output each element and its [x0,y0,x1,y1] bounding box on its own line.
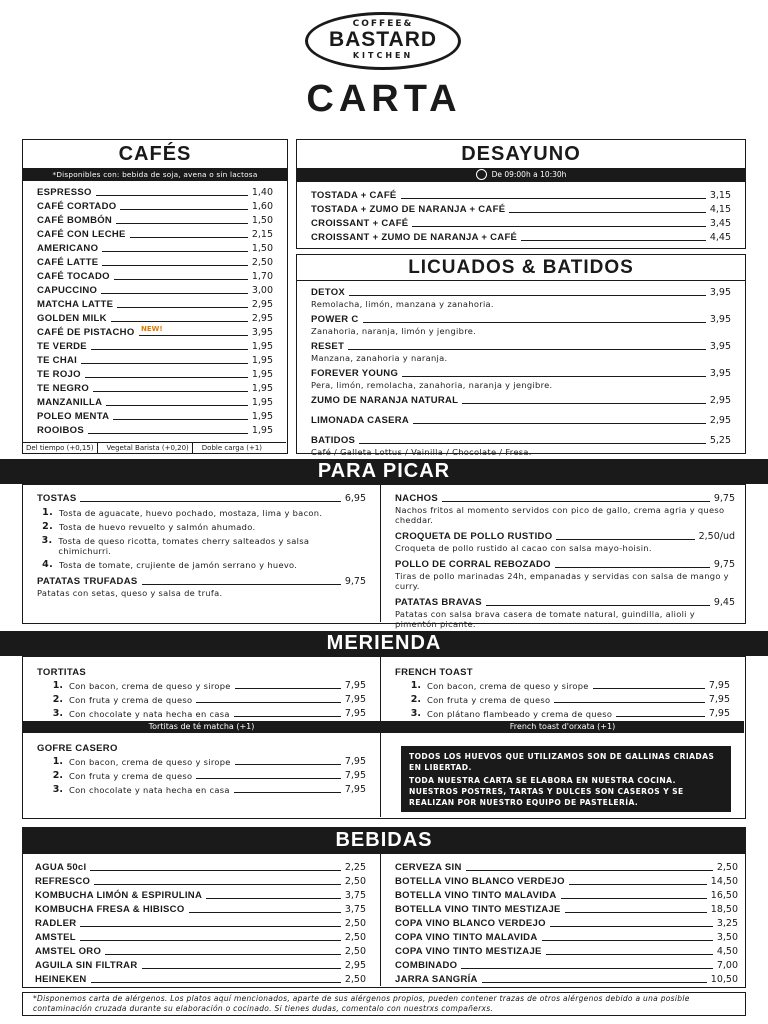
item-price: 3,95 [709,341,731,352]
menu-item-row [395,958,738,972]
menu-item-row [311,230,731,244]
item-price: 3,00 [251,285,273,296]
item-name: CERVEZA SIN [395,862,462,873]
option-text: Con fruta y crema de queso [69,771,193,781]
notice-box [401,746,731,812]
item-name: CAPUCCINO [37,285,98,296]
item-name: BOTELLA VINO BLANCO VERDEJO [395,876,565,887]
item-price: 6,95 [344,493,366,504]
bebidas-right [381,854,744,986]
item-price: 2,50 [344,946,366,957]
item-price: 2,50 [344,932,366,943]
item-desc: Patatas con setas, queso y salsa de trufa. [37,588,223,598]
licuados-title: LICUADOS & BATIDOS [297,255,745,281]
merienda-section [22,656,746,819]
item-name: ZUMO DE NARANJA NATURAL [311,395,459,406]
option-number: 3. [410,708,421,719]
item-name: REFRESCO [35,876,91,887]
item-price: 1,50 [251,243,273,254]
menu-item-row [37,185,273,199]
merienda-option [395,678,730,692]
menu-item-row [37,339,273,353]
option-number: 2. [42,521,53,532]
item-price: 7,95 [708,680,730,691]
item-price: 14,50 [710,876,738,887]
menu-item-row [395,491,735,505]
licuado-item [311,339,731,363]
item-price: 1,95 [251,355,273,366]
item-price: 7,95 [708,708,730,719]
desayuno-section [296,139,746,249]
menu-item-row [37,213,273,227]
clock-icon [476,169,487,180]
item-name: GOLDEN MILK [37,313,107,324]
picar-item [395,491,735,525]
option-text: Tosta de queso ricotta, tomates cherry salteados y salsa chimichurri. [58,536,310,556]
cafes-footer-item: Del tiempo (+0,15) [23,443,98,453]
item-price: 3,45 [709,218,731,229]
item-desc: Manzana, zanahoria y naranja. [311,353,448,363]
bebidas-section [22,853,746,988]
option-number: 2. [52,694,63,705]
item-price: 4,15 [709,204,731,215]
item-price: 2,50 [344,974,366,985]
item-desc: Patatas con salsa brava casera de tomate natural, guindilla, alioli y pimentón picante. [395,609,695,629]
item-name: CAFÉ DE PISTACHO [37,327,135,338]
picar-right [395,491,735,633]
item-name: JARRA SANGRÍA [395,974,478,985]
item-name: RESET [311,341,345,352]
option-text: Con bacon, crema de queso y sirope [427,681,589,691]
option-number: 1. [52,756,63,767]
tosta-option [37,508,354,518]
item-name: AMSTEL ORO [35,946,102,957]
menu-item-row [35,888,366,902]
item-name: TE VERDE [37,341,87,352]
item-price: 9,75 [344,576,366,587]
item-name: COPA VINO TINTO MALAVIDA [395,932,538,943]
menu-item-row [37,227,273,241]
option-text: Con plátano flambeado y crema de queso [427,709,613,719]
picar-item [395,557,735,591]
item-price: 7,95 [344,770,366,781]
tortitas-title: TORTITAS [37,667,87,678]
tortitas-extra: Tortitas de té matcha (+1) [23,721,380,733]
item-price: 1,95 [251,369,273,380]
tosta-option [37,536,354,556]
new-badge: NEW! [141,325,163,333]
item-price: 3,95 [251,327,273,338]
item-price: 3,50 [716,932,738,943]
option-number: 3. [52,708,63,719]
item-desc: Remolacha, limón, manzana y zanahoria. [311,299,494,309]
picar-item [395,529,735,553]
item-name: CAFÉ LATTE [37,257,99,268]
item-name: AMERICANO [37,243,99,254]
item-price: 10,50 [710,974,738,985]
item-price: 1,95 [251,341,273,352]
item-price: 1,70 [251,271,273,282]
item-price: 3,75 [344,890,366,901]
item-price: 3,95 [709,314,731,325]
licuado-item [311,366,731,390]
item-name: COMBINADO [395,960,458,971]
menu-item-row [37,423,273,437]
picar-title: PARA PICAR [0,459,768,484]
item-price: 1,40 [251,187,273,198]
menu-item-row [395,874,738,888]
item-name: FOREVER YOUNG [311,368,399,379]
option-text: Con fruta y crema de queso [427,695,551,705]
item-price: 2,95 [709,415,731,426]
option-text: Con bacon, crema de queso y sirope [69,681,231,691]
item-price: 3,25 [716,918,738,929]
item-price: 7,95 [344,756,366,767]
item-desc: Café / Galleta Lottus / Vainilla / Chocolate / Fresa. [311,447,532,457]
item-name: AGUA 50cl [35,862,87,873]
bebidas-left [23,854,381,986]
menu-item-row [35,874,366,888]
item-name: TOSTADA + CAFÉ [311,190,397,201]
menu-item-row [35,972,366,986]
notice-kitchen: TODA NUESTRA CARTA SE ELABORA EN NUESTRA COCINA. NUESTROS POSTRES, TARTAS Y DULCES SON CASEROS Y SE REALIZAN POR NUESTRO EQUIPO DE PASTELERÍA. [409,776,684,807]
picar-left [23,485,381,622]
item-name: CAFÉ TOCADO [37,271,110,282]
desayuno-list [297,182,745,244]
option-number: 3. [41,535,53,546]
option-number: 2. [52,770,63,781]
item-name: TE NEGRO [37,383,90,394]
licuado-item [311,393,731,407]
picar-item [395,595,735,629]
cafes-footer [23,442,286,453]
logo-mid: BASTARD [328,28,438,51]
item-price: 18,50 [710,904,738,915]
item-price: 4,50 [716,946,738,957]
item-name: KOMBUCHA LIMÓN & ESPIRULINA [35,890,203,901]
desayuno-hours-bar [297,168,745,182]
merienda-option [37,706,366,720]
merienda-option [37,754,366,768]
french-options [395,678,730,720]
item-price: 7,00 [716,960,738,971]
item-price: 2,50 [251,257,273,268]
item-price: 9,45 [713,597,735,608]
menu-item-row [35,902,366,916]
item-desc: Zanahoria, naranja, limón y jengibre. [311,326,477,336]
notice-eggs: TODOS LOS HUEVOS QUE UTILIZAMOS SON DE GALLINAS CRIADAS EN LIBERTAD. [409,752,715,772]
option-number: 3. [52,784,63,795]
item-price: 1,95 [251,425,273,436]
licuado-item [311,433,731,457]
merienda-option [37,678,366,692]
item-name: CAFÉ CORTADO [37,201,117,212]
item-price: 2,95 [344,960,366,971]
item-name: PATATAS TRUFADAS [37,576,138,587]
item-name: TOSTADA + ZUMO DE NARANJA + CAFÉ [311,204,506,215]
item-name: POWER C [311,314,359,325]
menu-item-row [35,944,366,958]
item-name: ESPRESSO [37,187,92,198]
item-price: 2,95 [251,299,273,310]
item-name: MATCHA LATTE [37,299,114,310]
item-price: 2,50 [344,876,366,887]
option-number: 4. [42,559,53,570]
allergen-disclaimer: *Disponemos carta de alérgenos. Los platos aquí mencionados, aparte de sus alérgenos propios, pueden contener trazas de otros alérgenos debido a una posible contaminación cruzada durante su elaboración o cocinado. Si tienes dudas, comentalo con nuestrxs compañerxs. [22,992,746,1016]
menu-item-row [37,367,273,381]
menu-item-row [37,409,273,423]
item-price: 1,60 [251,201,273,212]
menu-item-row [37,255,273,269]
item-price: 7,95 [708,694,730,705]
item-name: LIMONADA CASERA [311,415,410,426]
item-price: 7,95 [344,680,366,691]
menu-item-row [311,339,731,353]
licuados-section [296,254,746,457]
item-price: 3,75 [344,904,366,915]
logo-bot: KITCHEN [352,51,414,60]
item-name: BOTELLA VINO TINTO MESTIZAJE [395,904,561,915]
menu-item-row [395,860,738,874]
item-price: 1,95 [251,383,273,394]
licuado-item [311,312,731,336]
item-price: 1,95 [251,397,273,408]
menu-item-row [35,930,366,944]
option-text: Con chocolate y nata hecha en casa [69,709,230,719]
option-text: Tosta de huevo revuelto y salmón ahumado. [59,522,256,532]
item-name: DETOX [311,287,346,298]
item-price: 7,95 [344,784,366,795]
patatas-trufadas-row [37,574,366,588]
item-name: KOMBUCHA FRESA & HIBISCO [35,904,185,915]
menu-item-row [37,381,273,395]
option-text: Tosta de aguacate, huevo pochado, mostaza, lima y bacon. [59,508,323,518]
item-name: MANZANILLA [37,397,103,408]
menu-item-row [395,916,738,930]
cafes-title: CAFÉS [118,143,192,165]
option-number: 2. [410,694,421,705]
menu-item-row [35,916,366,930]
item-name: CROISSANT + CAFÉ [311,218,409,229]
merienda-option [395,706,730,720]
item-price: 7,95 [344,708,366,719]
item-price: 7,95 [344,694,366,705]
option-text: Con bacon, crema de queso y sirope [69,757,231,767]
menu-item-row [37,199,273,213]
item-name: HEINEKEN [35,974,87,985]
desayuno-hours: De 09:00h a 10:30h [491,170,567,179]
item-price: 16,50 [710,890,738,901]
gofre-title: GOFRE CASERO [37,743,118,754]
cafes-section [22,139,288,454]
menu-item-row [395,529,735,543]
licuado-item [311,413,731,427]
menu-item-row [35,958,366,972]
item-desc: Pera, limón, remolacha, zanahoria, naranja y jengibre. [311,380,553,390]
item-name: NACHOS [395,493,438,504]
item-name: POLEO MENTA [37,411,110,422]
menu-item-row [311,285,731,299]
option-number: 1. [52,680,63,691]
item-name: PATATAS BRAVAS [395,597,482,608]
item-price: 2,25 [344,862,366,873]
merienda-option [37,768,366,782]
page-title: CARTA [306,78,462,120]
menu-item-row [37,241,273,255]
menu-item-row [311,433,731,447]
menu-item-row [37,353,273,367]
menu-item-row [37,269,273,283]
menu-item-row [311,202,731,216]
french-toast-title: FRENCH TOAST [395,667,473,678]
merienda-left [23,657,381,817]
item-name: COPA VINO BLANCO VERDEJO [395,918,546,929]
merienda-right [381,657,744,817]
item-price: 2,50 [716,862,738,873]
item-price: 5,25 [709,435,731,446]
item-price: 2,95 [709,395,731,406]
merienda-option [37,782,366,796]
item-name: TE ROJO [37,369,81,380]
item-price: 2,50/ud [698,531,735,542]
item-name: BATIDOS [311,435,356,446]
item-price: 3,95 [709,368,731,379]
merienda-option [395,692,730,706]
menu-item-row [35,860,366,874]
french-extra: French toast d'orxata (+1) [381,721,744,733]
item-name: AMSTEL [35,932,76,943]
item-price: 1,95 [251,411,273,422]
tortitas-options [37,678,366,720]
bebidas-title: BEBIDAS [22,827,746,853]
menu-item-row [311,393,731,407]
menu-item-row [395,888,738,902]
menu-item-row [395,902,738,916]
item-name: CAFÉ CON LECHE [37,229,126,240]
menu-item-row [311,188,731,202]
item-desc: Croqueta de pollo rustido al cacao con salsa mayo-hoisin. [395,543,652,553]
logo-top: COFFEE& [352,19,414,29]
item-price: 2,50 [344,918,366,929]
cafes-footer-item: Doble carga (+1) [201,444,263,452]
gofre-options [37,754,366,796]
item-name: ROOIBOS [37,425,84,436]
item-price: 2,95 [251,313,273,324]
option-text: Con chocolate y nata hecha en casa [69,785,230,795]
menu-item-row [311,413,731,427]
menu-item-row [395,595,735,609]
merienda-title: MERIENDA [0,631,768,656]
item-name: RADLER [35,918,77,929]
licuados-list [297,281,745,457]
item-desc: Nachos fritos al momento servidos con pico de gallo, crema agria y queso cheddar. [395,505,725,525]
tosta-option [37,522,354,532]
item-price: 9,75 [713,493,735,504]
item-name: POLLO DE CORRAL REBOZADO [395,559,551,570]
tostas-options [37,508,366,570]
picar-section [22,484,746,629]
menu-item-row [37,311,273,325]
menu-item-row [37,395,273,409]
option-text: Tosta de tomate, crujiente de jamón serrano y huevo. [59,560,298,570]
item-desc: Tiras de pollo marinadas 24h, empanadas y servidas con salsa de mango y curry. [395,571,729,591]
desayuno-title: DESAYUNO [461,143,581,165]
menu-item-row [395,930,738,944]
cafes-note: *Disponibles con: bebida de soja, avena o sin lactosa [23,168,287,181]
item-name: CAFÉ BOMBÓN [37,215,113,226]
menu-item-row [395,944,738,958]
item-name: TOSTAS [37,493,77,504]
item-price: 3,15 [709,190,731,201]
option-number: 1. [410,680,421,691]
item-price: 9,75 [713,559,735,570]
item-name: CROQUETA DE POLLO RUSTIDO [395,531,553,542]
option-text: Con fruta y crema de queso [69,695,193,705]
item-name: COPA VINO TINTO MESTIZAJE [395,946,542,957]
menu-item-row [395,557,735,571]
item-name: AGUILA SIN FILTRAR [35,960,138,971]
menu-item-row [311,312,731,326]
item-price: 1,50 [251,215,273,226]
menu-item-row [37,283,273,297]
item-price: 2,15 [251,229,273,240]
option-number: 1. [42,507,53,518]
tosta-option [37,560,354,570]
tostas-row [37,491,366,505]
menu-item-row [395,972,738,986]
item-name: CROISSANT + ZUMO DE NARANJA + CAFÉ [311,232,518,243]
item-price: 4,45 [709,232,731,243]
menu-item-row [311,366,731,380]
item-price: 3,95 [709,287,731,298]
menu-item-row [311,216,731,230]
cafes-list [23,181,287,437]
menu-item-row [37,297,273,311]
logo [305,12,461,70]
licuado-item [311,285,731,309]
item-name: BOTELLA VINO TINTO MALAVIDA [395,890,557,901]
item-name: TE CHAI [37,355,78,366]
merienda-option [37,692,366,706]
cafes-footer-item: Vegetal Barista (+0,20) [98,443,193,453]
